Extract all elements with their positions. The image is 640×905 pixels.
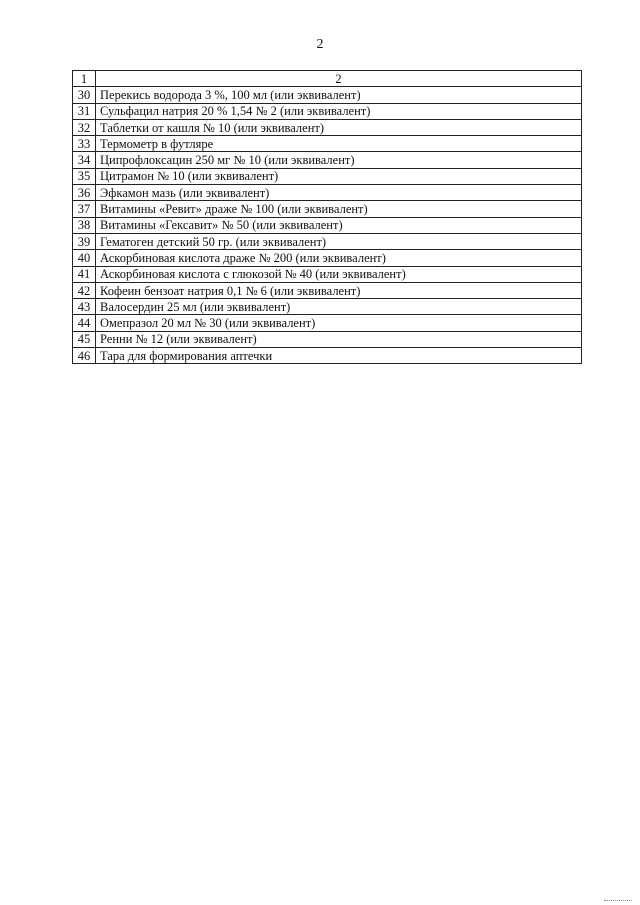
table-row <box>73 103 582 119</box>
row-number: 37 <box>73 201 96 217</box>
row-number: 34 <box>73 152 96 168</box>
item-description: Гематоген детский 50 гр. (или эквивалент) <box>96 233 582 249</box>
item-description: Ципрофлоксацин 250 мг № 10 (или эквивалент) <box>96 152 582 168</box>
table-row <box>73 119 582 135</box>
table-row <box>73 136 582 152</box>
table-row <box>73 266 582 282</box>
row-number: 46 <box>73 348 96 364</box>
table-row <box>73 348 582 364</box>
row-number: 45 <box>73 331 96 347</box>
row-number: 39 <box>73 233 96 249</box>
column-header-2: 2 <box>96 71 582 87</box>
item-description: Перекись водорода 3 %, 100 мл (или эквивалент) <box>96 87 582 103</box>
row-number: 35 <box>73 168 96 184</box>
item-description: Витамины «Гексавит» № 50 (или эквивалент) <box>96 217 582 233</box>
scan-artifact-dots <box>604 900 632 901</box>
table-row <box>73 87 582 103</box>
row-number: 38 <box>73 217 96 233</box>
table-row <box>73 233 582 249</box>
item-description: Аскорбиновая кислота драже № 200 (или эквивалент) <box>96 250 582 266</box>
item-description: Термометр в футляре <box>96 136 582 152</box>
item-description: Таблетки от кашля № 10 (или эквивалент) <box>96 119 582 135</box>
table-row <box>73 168 582 184</box>
row-number: 43 <box>73 299 96 315</box>
item-description: Ренни № 12 (или эквивалент) <box>96 331 582 347</box>
medicine-list-table <box>72 70 582 364</box>
item-description: Кофеин бензоат натрия 0,1 № 6 (или эквивалент) <box>96 282 582 298</box>
page-number: 2 <box>316 37 324 52</box>
table-header-row <box>73 71 582 87</box>
item-description: Тара для формирования аптечки <box>96 348 582 364</box>
item-description: Омепразол 20 мл № 30 (или эквивалент) <box>96 315 582 331</box>
item-description: Витамины «Ревит» драже № 100 (или эквивалент) <box>96 201 582 217</box>
item-description: Аскорбиновая кислота с глюкозой № 40 (или эквивалент) <box>96 266 582 282</box>
row-number: 33 <box>73 136 96 152</box>
table-row <box>73 250 582 266</box>
row-number: 30 <box>73 87 96 103</box>
table-row <box>73 201 582 217</box>
table-row <box>73 299 582 315</box>
item-description: Цитрамон № 10 (или эквивалент) <box>96 168 582 184</box>
item-description: Сульфацил натрия 20 % 1,54 № 2 (или эквивалент) <box>96 103 582 119</box>
table-row <box>73 185 582 201</box>
row-number: 32 <box>73 119 96 135</box>
row-number: 44 <box>73 315 96 331</box>
item-description: Валосердин 25 мл (или эквивалент) <box>96 299 582 315</box>
table-row <box>73 331 582 347</box>
table-row <box>73 315 582 331</box>
table-row <box>73 282 582 298</box>
item-description: Эфкамон мазь (или эквивалент) <box>96 185 582 201</box>
row-number: 40 <box>73 250 96 266</box>
row-number: 36 <box>73 185 96 201</box>
row-number: 42 <box>73 282 96 298</box>
table-row <box>73 152 582 168</box>
table-body <box>73 71 582 364</box>
table-row <box>73 217 582 233</box>
row-number: 31 <box>73 103 96 119</box>
row-number: 41 <box>73 266 96 282</box>
column-header-1: 1 <box>73 71 96 87</box>
